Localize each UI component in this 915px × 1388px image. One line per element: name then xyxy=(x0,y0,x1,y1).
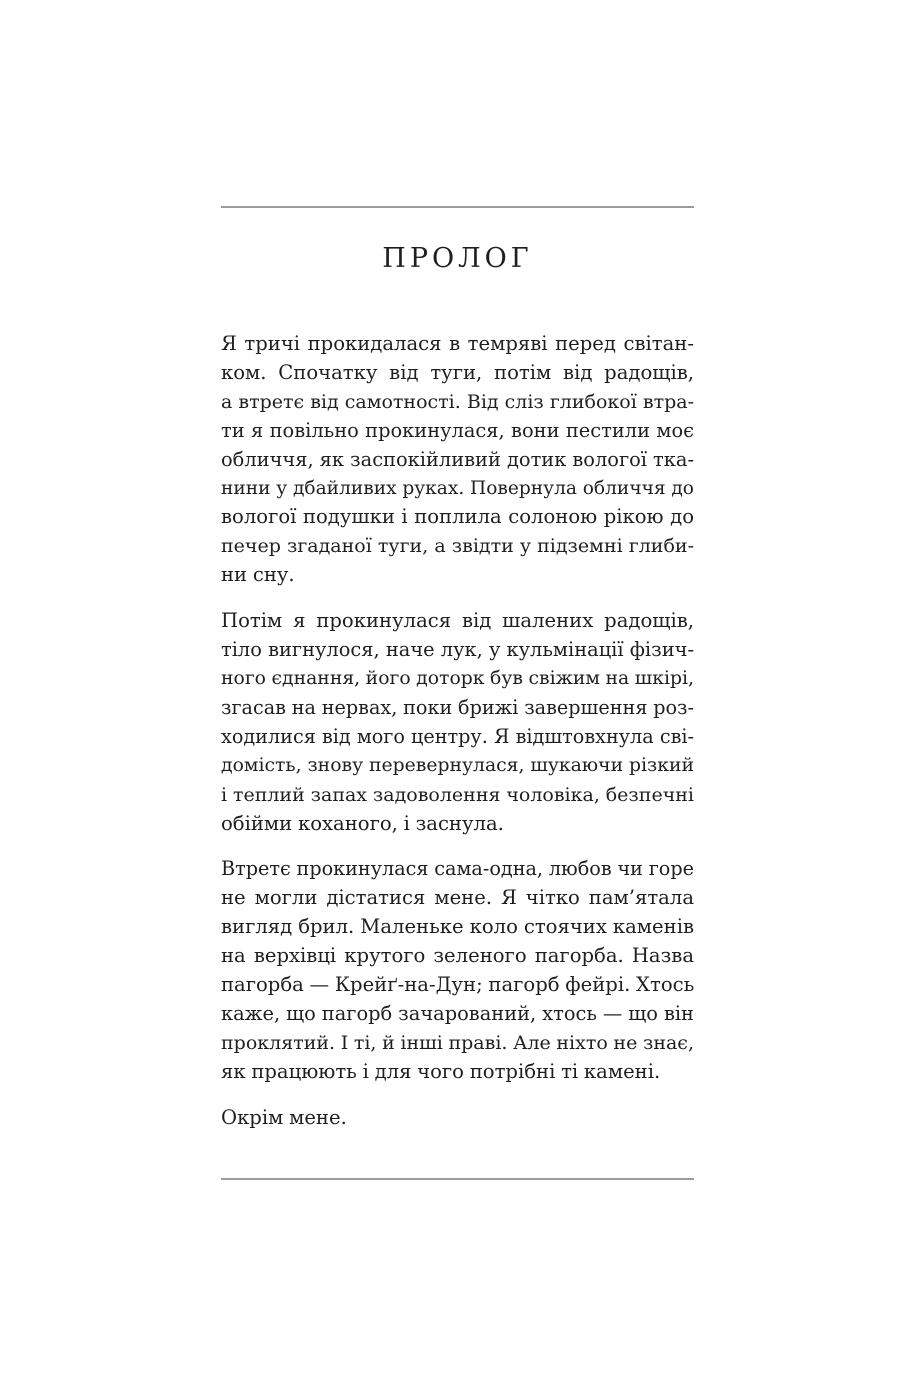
paragraph-3 xyxy=(221,855,694,1086)
text-line: проклятий. І ті, й інші праві. Але ніхто не знає, xyxy=(221,1031,694,1054)
chapter-title: ПРОЛОГ xyxy=(382,243,533,274)
text-line: ходилися від мого центру. Я відштовхнула сві- xyxy=(221,724,694,748)
text-line: згасав на нервах, поки брижі завершення роз- xyxy=(221,695,694,719)
text-line: пагорба — Крейґ-на-Дун; пагорб фейрі. Хтось xyxy=(221,973,695,997)
bottom-divider xyxy=(221,1178,694,1180)
text-line: не могли дістатися мене. Я чітко пам’ятала xyxy=(221,886,694,910)
text-line: вологої подушки і поплила солоною рікою до xyxy=(221,505,694,529)
text-line: а втретє від самотності. Від сліз глибокої втра- xyxy=(221,390,694,413)
text-line: печер згаданої туги, а звідти у підземні глиби- xyxy=(221,535,694,558)
text-line: Втретє прокинулася сама-одна, любов чи горе xyxy=(221,857,694,881)
text-line: обійми коханого, і заснула. xyxy=(221,811,504,835)
text-line: каже, що пагорб зачарований, хтось — що він xyxy=(221,1001,694,1025)
text-line: і теплий запах задоволення чоловіка, безпечні xyxy=(221,783,694,806)
prologue-text xyxy=(221,330,694,1150)
text-line: тіло вигнулося, наче лук, у кульмінації фізич- xyxy=(221,638,694,662)
text-line: вигляд брил. Маленьке коло стоячих каменів xyxy=(221,915,694,939)
text-line: ни сну. xyxy=(221,563,295,587)
text-line: Я тричі прокидалася в темряві перед світан- xyxy=(221,332,694,355)
text-line: ком. Спочатку від туги, потім від радощів, xyxy=(221,360,694,384)
text-line: Потім я прокинулася від шалених радощів, xyxy=(221,609,694,633)
paragraph-1 xyxy=(221,330,694,590)
top-divider xyxy=(221,206,694,208)
text-line: обличчя, як заспокійливий дотик вологої тка- xyxy=(221,447,694,471)
paragraph-4 xyxy=(221,1104,694,1133)
text-line: домість, знову перевернулася, шукаючи різкий xyxy=(221,754,694,776)
paragraph-2 xyxy=(221,607,694,838)
text-line: ного єднання, його доторк був свіжим на шкірі, xyxy=(221,667,694,689)
text-line: Окрім мене. xyxy=(221,1105,347,1129)
text-line: як працюють і для чого потрібні ті камені. xyxy=(221,1059,661,1083)
text-line: нини у дбайливих руках. Повернула обличчя до xyxy=(221,477,694,499)
text-line: ти я повільно прокинулася, вони пестили моє xyxy=(221,418,694,442)
text-line: на верхівці крутого зеленого пагорба. Назва xyxy=(221,944,694,968)
